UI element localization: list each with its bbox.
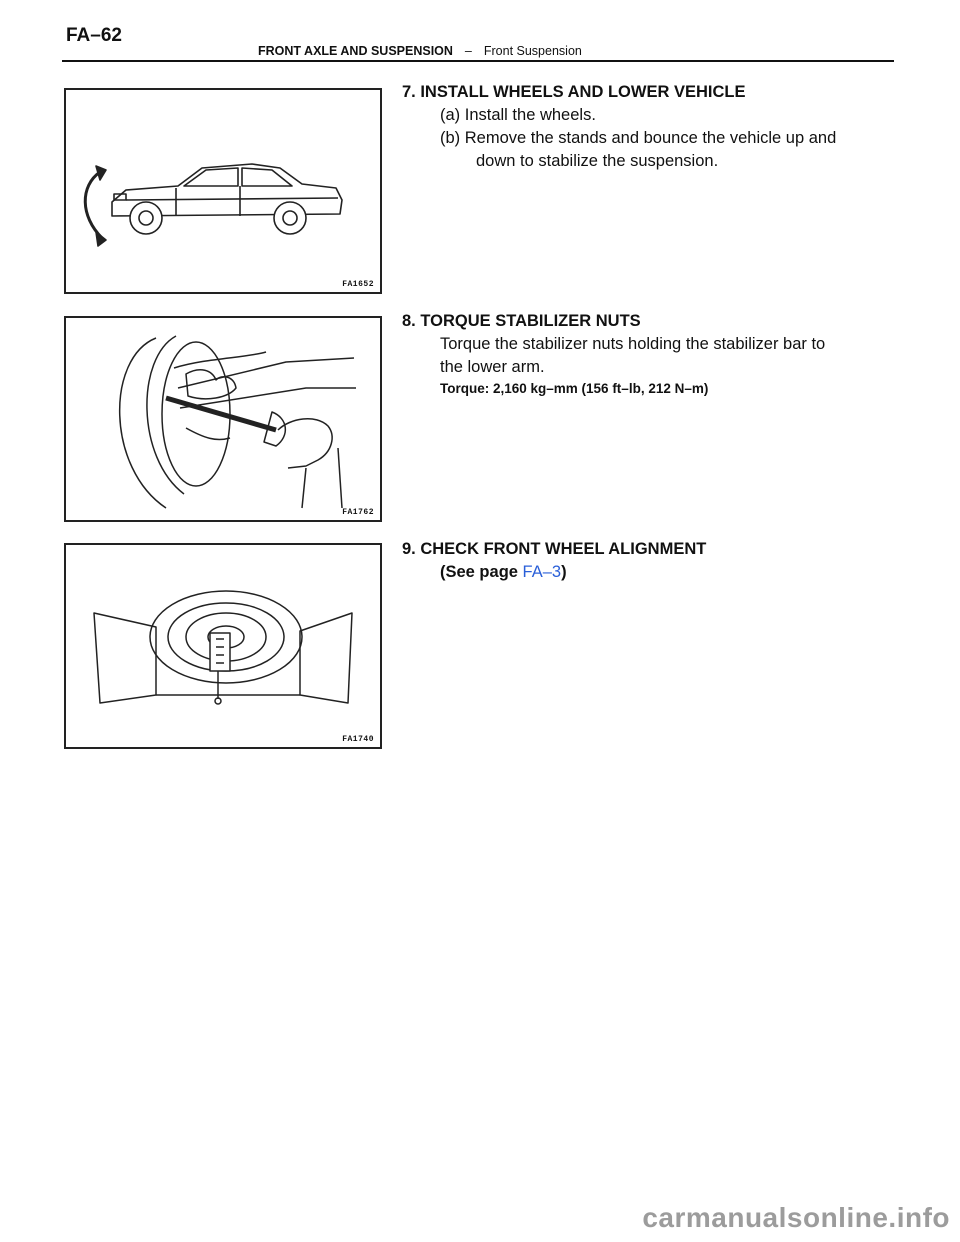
- figure-code: FA1762: [342, 508, 374, 517]
- step-9-title: 9. CHECK FRONT WHEEL ALIGNMENT: [402, 540, 707, 558]
- figure-torque-wrench: [64, 316, 382, 522]
- see-page-reference: [440, 563, 567, 582]
- page-number: FA–62: [66, 25, 122, 46]
- step-8-title: 8. TORQUE STABILIZER NUTS: [402, 312, 641, 330]
- figure-code: FA1740: [342, 735, 374, 744]
- see-suffix: ): [561, 563, 567, 581]
- spare-tire-illustration: [66, 545, 380, 747]
- head-separator: –: [464, 44, 472, 58]
- torque-wrench-illustration: [66, 318, 380, 520]
- figure-car-lowering: [64, 88, 382, 294]
- figure-spare-tire: [64, 543, 382, 749]
- subsection-title: Front Suspension: [483, 44, 582, 58]
- figure-code: FA1652: [342, 280, 374, 289]
- section-title: FRONT AXLE AND SUSPENSION: [258, 44, 453, 58]
- car-illustration: [66, 90, 380, 292]
- watermark: carmanualsonline.info: [642, 1202, 950, 1233]
- step-8-line-1: Torque the stabilizer nuts holding the stabilizer bar to: [440, 335, 826, 353]
- running-head: [258, 44, 582, 58]
- step-7-line-b-cont: down to stabilize the suspension.: [476, 152, 719, 170]
- step-8-line-2: the lower arm.: [440, 358, 545, 376]
- see-prefix: (See page: [440, 563, 523, 581]
- step-7-line-b: (b) Remove the stands and bounce the vehicle up and: [440, 129, 837, 147]
- step-7-line-a: (a) Install the wheels.: [440, 106, 596, 124]
- torque-spec: Torque: 2,160 kg–mm (156 ft–lb, 212 N–m): [440, 381, 709, 396]
- step-7-title: 7. INSTALL WHEELS AND LOWER VEHICLE: [402, 83, 746, 101]
- header-rule: [62, 60, 894, 62]
- page-link[interactable]: FA–3: [522, 563, 562, 581]
